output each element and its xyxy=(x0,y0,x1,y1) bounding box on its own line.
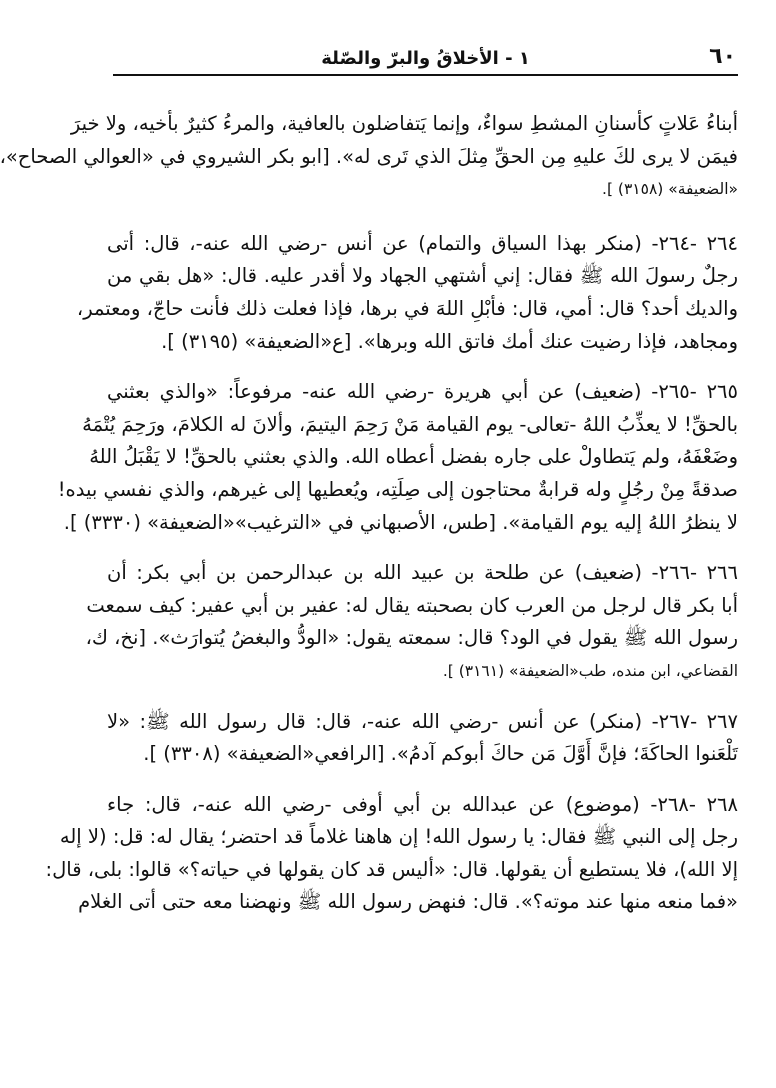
text-line: تَلْعَنوا الحاكَةَ؛ فإنَّ أَوَّلَ مَن حاكَ أبوكم آدمُ». [الرافعي«الضعيفة» (٣٣٠٨) ]. xyxy=(143,742,738,766)
page-body xyxy=(0,108,738,919)
page-number: ٦٠ xyxy=(709,44,736,69)
text-line: والديك أحد؟ قال: أمي، قال: فأبْلِ اللهَ في برها، فإذا فعلت ذلك فأنت حاجّ، ومعتمر، xyxy=(76,296,738,320)
hadith-265-heading: ٢٦٥ -٢٦٥- (ضعيف) عن أبي هريرة -رضي الله عنه- مرفوعاً: «والذي بعثني xyxy=(107,380,738,404)
hadith-267-heading: ٢٦٧ -٢٦٧- (منكر) عن أنس -رضي الله عنه-، قال: قال رسول الله ﷺ: «لا xyxy=(107,709,738,733)
text-line: أبا بكر قال لرجل من العرب كان بصحبته يقال له: عفير بن أبي عفير: كيف سمعت xyxy=(86,593,738,617)
hadith-264-heading: ٢٦٤ -٢٦٤- (منكر بهذا السياق والتمام) عن أنس -رضي الله عنه-، قال: أتى xyxy=(107,231,738,255)
text-line: إلا الله)، فلا يستطيع أن يقولها. قال: «أليس قد كان يقولها في حياته؟» قالوا: بلى، قال: xyxy=(45,857,738,881)
running-header xyxy=(113,46,738,76)
text-line: رجل إلى النبي ﷺ فقال: يا رسول الله! إن هاهنا غلاماً قد احتضر؛ يقال له: قل: (لا إله xyxy=(59,825,738,849)
text-line: ومجاهد، فإذا رضيت عنك أمك فاتق الله وبرها». [ع«الضعيفة» (٣١٩٥) ]. xyxy=(161,329,738,353)
source-citation: القضاعي، ابن منده، طب«الضعيفة» (٣١٦١) ]. xyxy=(442,661,738,680)
running-title: ١ - الأخلاقُ والبرّ والصّلة xyxy=(321,48,530,69)
text-line: وضَعْفَهُ، ولم يَتطاولْ على جاره بفضل أعطاه الله. والذي بعثني بالحقِّ! لا يَقْبَلُ اللهُ xyxy=(89,445,738,469)
text-line: لا ينظرُ اللهُ إليه يوم القيامة». [طس، الأصبهاني في «الترغيب»«الضعيفة» (٣٣٣٠) ]. xyxy=(63,510,738,534)
text-line: «فما منعه منها عند موته؟». قال: فنهض رسول الله ﷺ ونهضنا معه حتى أتى الغلام xyxy=(78,890,738,914)
source-citation: «الضعيفة» (٣١٥٨) ]. xyxy=(602,180,738,199)
text-line: رسول الله ﷺ يقول في الود؟ قال: سمعته يقول: «الودُّ والبغضُ يُتوارَث». [نخ، ك، xyxy=(85,626,738,650)
text-line: بالحقِّ! لا يعذِّبُ اللهُ -تعالى- يوم القيامة مَنْ رَحِمَ اليتيمَ، وألانَ له الكلامَ، ورَحِمَ يُتْمَهُ xyxy=(82,412,738,436)
text-line: رجلٌ رسولَ الله ﷺ فقال: إني أشتهي الجهاد ولا أقدر عليه. قال: «هل بقي من xyxy=(107,264,738,288)
text-line: فيمَن لا يرى لكَ عليهِ مِن الحقِّ مِثلَ الذي تَرى له». [ابو بكر الشيروي في «العوالي الصحاح»، xyxy=(0,144,738,168)
hadith-268-heading: ٢٦٨ -٢٦٨- (موضوع) عن عبدالله بن أبي أوفى -رضي الله عنه-، قال: جاء xyxy=(107,792,738,816)
hadith-266-heading: ٢٦٦ -٢٦٦- (ضعيف) عن طلحة بن عبيد الله بن عبدالرحمن بن أبي بكر: أن xyxy=(107,561,738,585)
text-line: أبناءُ عَلاتٍ كأسنانِ المشطِ سواءٌ، وإنما يَتفاضلون بالعافية، والمرءُ كثيرٌ بأخيه، ولا خيرَ xyxy=(70,112,738,135)
text-line: صدقةً مِنْ رجُلٍ وله قرابةٌ محتاجون إلى صِلَتِه، ويُعطيها إلى غيرهم، والذي نفسي بيده! xyxy=(57,477,738,501)
